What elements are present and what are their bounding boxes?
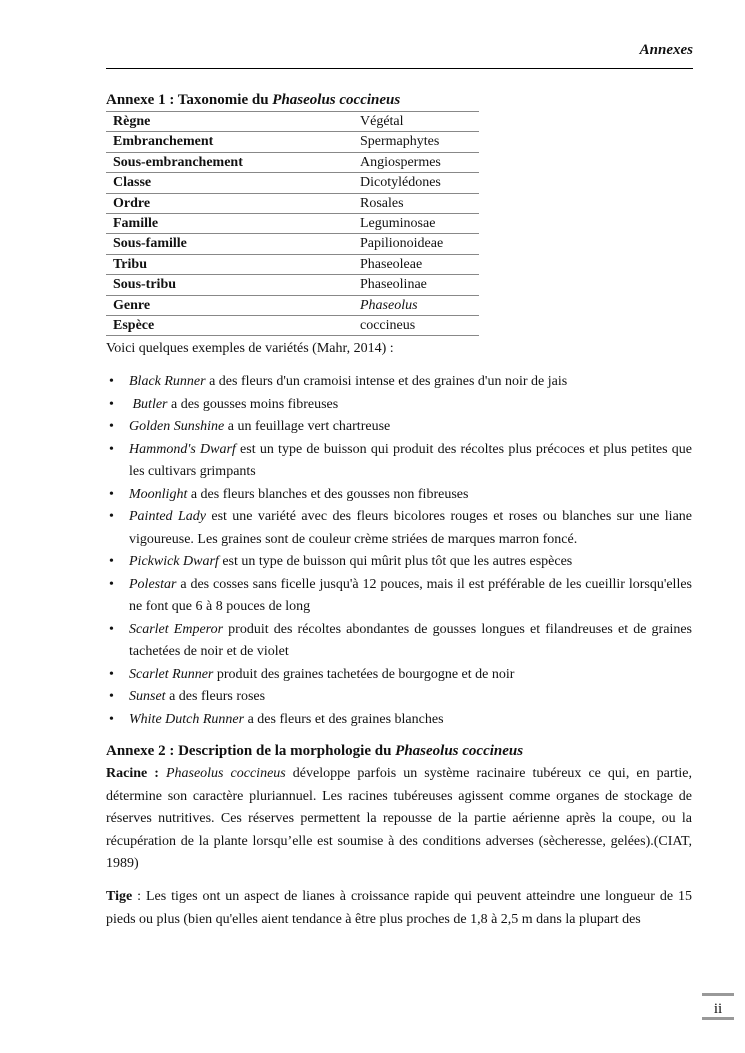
variety-name: Moonlight [129, 486, 188, 502]
variety-description: est un type de buisson qui mûrit plus tôt que les autres espèces [218, 554, 573, 569]
rank-label: Sous-famille [106, 234, 353, 254]
variety-name: Black Runner [129, 374, 206, 389]
variety-item [106, 439, 692, 484]
variety-item [106, 551, 692, 574]
tige-label: Tige [106, 889, 133, 904]
racine-paragraph [106, 763, 692, 876]
title-text: Annexe 1 : Taxonomie du [106, 92, 273, 108]
title-text: Annexe 2 : Description de la morphologie du [106, 743, 396, 759]
page-number: ii [702, 993, 734, 1020]
title-species: Phaseolus coccineus [272, 92, 401, 108]
annexe2-title [106, 743, 523, 760]
variety-description: a des fleurs d'un cramoisi intense et des graines d'un noir de jais [205, 374, 568, 389]
rank-value [353, 112, 479, 132]
variety-description: produit des graines tachetées de bourgogne et de noir [213, 666, 515, 682]
taxonomy-row [106, 315, 479, 335]
variety-item [106, 416, 692, 439]
rank-value-text: Dicotylédones [360, 175, 441, 191]
variety-name: Scarlet Emperor [129, 621, 224, 637]
rank-value [353, 275, 479, 295]
rank-value [353, 173, 479, 193]
rank-value [353, 213, 479, 233]
rank-value-text: Papilionoideae [360, 236, 444, 252]
taxonomy-row [106, 254, 479, 274]
variety-name: White Dutch Runner [129, 711, 245, 727]
variety-item [106, 394, 692, 417]
rank-value [353, 132, 479, 152]
taxonomy-row [106, 152, 479, 172]
racine-label: Racine : [106, 766, 166, 781]
rank-label: Famille [106, 213, 353, 233]
rank-value [353, 295, 479, 315]
rank-value-text: coccineus [360, 317, 416, 333]
varieties-intro: Voici quelques exemples de variétés (Mahr, 2014) : [106, 341, 394, 356]
rank-value [353, 254, 479, 274]
variety-description: est une variété avec des fleurs bicolores rouges et roses ou blanches sur une liane vigoureuse. Les graines sont de couleur crème striées de marques marron foncé. [129, 509, 693, 547]
variety-name: Painted Lady [129, 509, 206, 524]
rank-value-text: Phaseoleae [360, 256, 423, 272]
variety-description: a des fleurs roses [165, 689, 266, 704]
varieties-list [106, 371, 692, 731]
rank-value-text: Phaseolinae [360, 277, 427, 293]
variety-description: a un feuillage vert chartreuse [224, 419, 391, 434]
variety-description: produit des récoltes abondantes de gousses longues et filandreuses et de graines tachetées de noir et de violet [129, 621, 692, 659]
rank-value [353, 152, 479, 172]
variety-item [106, 574, 692, 619]
rank-value [353, 234, 479, 254]
taxonomy-row [106, 295, 479, 315]
variety-name: Polestar [129, 576, 177, 592]
variety-description: a des gousses moins fibreuses [167, 396, 339, 412]
rank-label: Règne [106, 112, 353, 132]
taxonomy-row [106, 132, 479, 152]
rank-value-text: Végétal [360, 114, 404, 129]
variety-description: a des cosses sans ficelle jusqu'à 12 pouces, mais il est préférable de les cueillir lorsqu'elles ne font que 6 à 8 pouces de long [129, 576, 692, 614]
rank-label: Embranchement [106, 132, 353, 152]
rank-value-text: Leguminosae [360, 215, 436, 231]
racine-species: Phaseolus coccineus [165, 766, 286, 781]
running-header: Annexes [639, 42, 693, 58]
rank-label: Genre [106, 295, 353, 315]
variety-name: Pickwick Dwarf [129, 554, 219, 569]
variety-item [106, 664, 692, 687]
variety-name: Hammond's Dwarf [129, 441, 236, 457]
rank-value [353, 193, 479, 213]
variety-item [106, 371, 692, 394]
rank-label: Classe [106, 173, 353, 193]
rank-value-text: Phaseolus [360, 297, 418, 313]
variety-item [106, 709, 692, 732]
variety-item [106, 619, 692, 664]
taxonomy-row [106, 234, 479, 254]
tige-paragraph [106, 886, 692, 931]
taxonomy-row [106, 275, 479, 295]
variety-item [106, 506, 692, 551]
variety-item [106, 686, 692, 709]
taxonomy-row [106, 193, 479, 213]
variety-name: Golden Sunshine [129, 419, 225, 434]
rank-label: Tribu [106, 254, 353, 274]
rank-value-text: Spermaphytes [360, 134, 440, 150]
header-rule [106, 68, 693, 69]
rank-label: Sous-tribu [106, 275, 353, 295]
title-species: Phaseolus coccineus [395, 743, 524, 759]
variety-description: est un type de buisson qui produit des récoltes plus précoces et plus petites que les cultivars grimpants [129, 441, 692, 479]
variety-name: Sunset [129, 689, 166, 704]
rank-label: Espèce [106, 315, 353, 335]
taxonomy-table [106, 111, 479, 336]
rank-value-text: Angiospermes [360, 154, 441, 170]
rank-label: Sous-embranchement [106, 152, 353, 172]
variety-description: a des fleurs blanches et des gousses non fibreuses [187, 486, 469, 502]
variety-description: a des fleurs et des graines blanches [244, 711, 444, 727]
rank-label: Ordre [106, 193, 353, 213]
variety-name: Butler [129, 396, 168, 412]
rank-value-text: Rosales [360, 195, 404, 211]
variety-name: Scarlet Runner [129, 666, 214, 682]
racine-text: développe parfois un système racinaire tubéreux ce qui, en partie, détermine son caractère pluriannuel. Les racines tubéreuses agissent comme organes de stockage de réserves nutritives. Ces réserves permettent la repousse de la partie aérienne après la coupe, ou la récupération de la plante lorsqu’elle est soumise à des conditions adverses (sècheresse, gelées).(CIAT, 1989) [106, 766, 692, 871]
tige-text: : Les tiges ont un aspect de lianes à croissance rapide qui peuvent atteindre une longueur de 15 pieds ou plus (bien qu'elles aient tendance à être plus proches de 1,8 à 2,5 m dans la plupart des [106, 889, 692, 927]
taxonomy-row [106, 112, 479, 132]
variety-item [106, 484, 692, 507]
rank-value [353, 315, 479, 335]
annexe1-title [106, 92, 400, 109]
taxonomy-row [106, 213, 479, 233]
taxonomy-row [106, 173, 479, 193]
